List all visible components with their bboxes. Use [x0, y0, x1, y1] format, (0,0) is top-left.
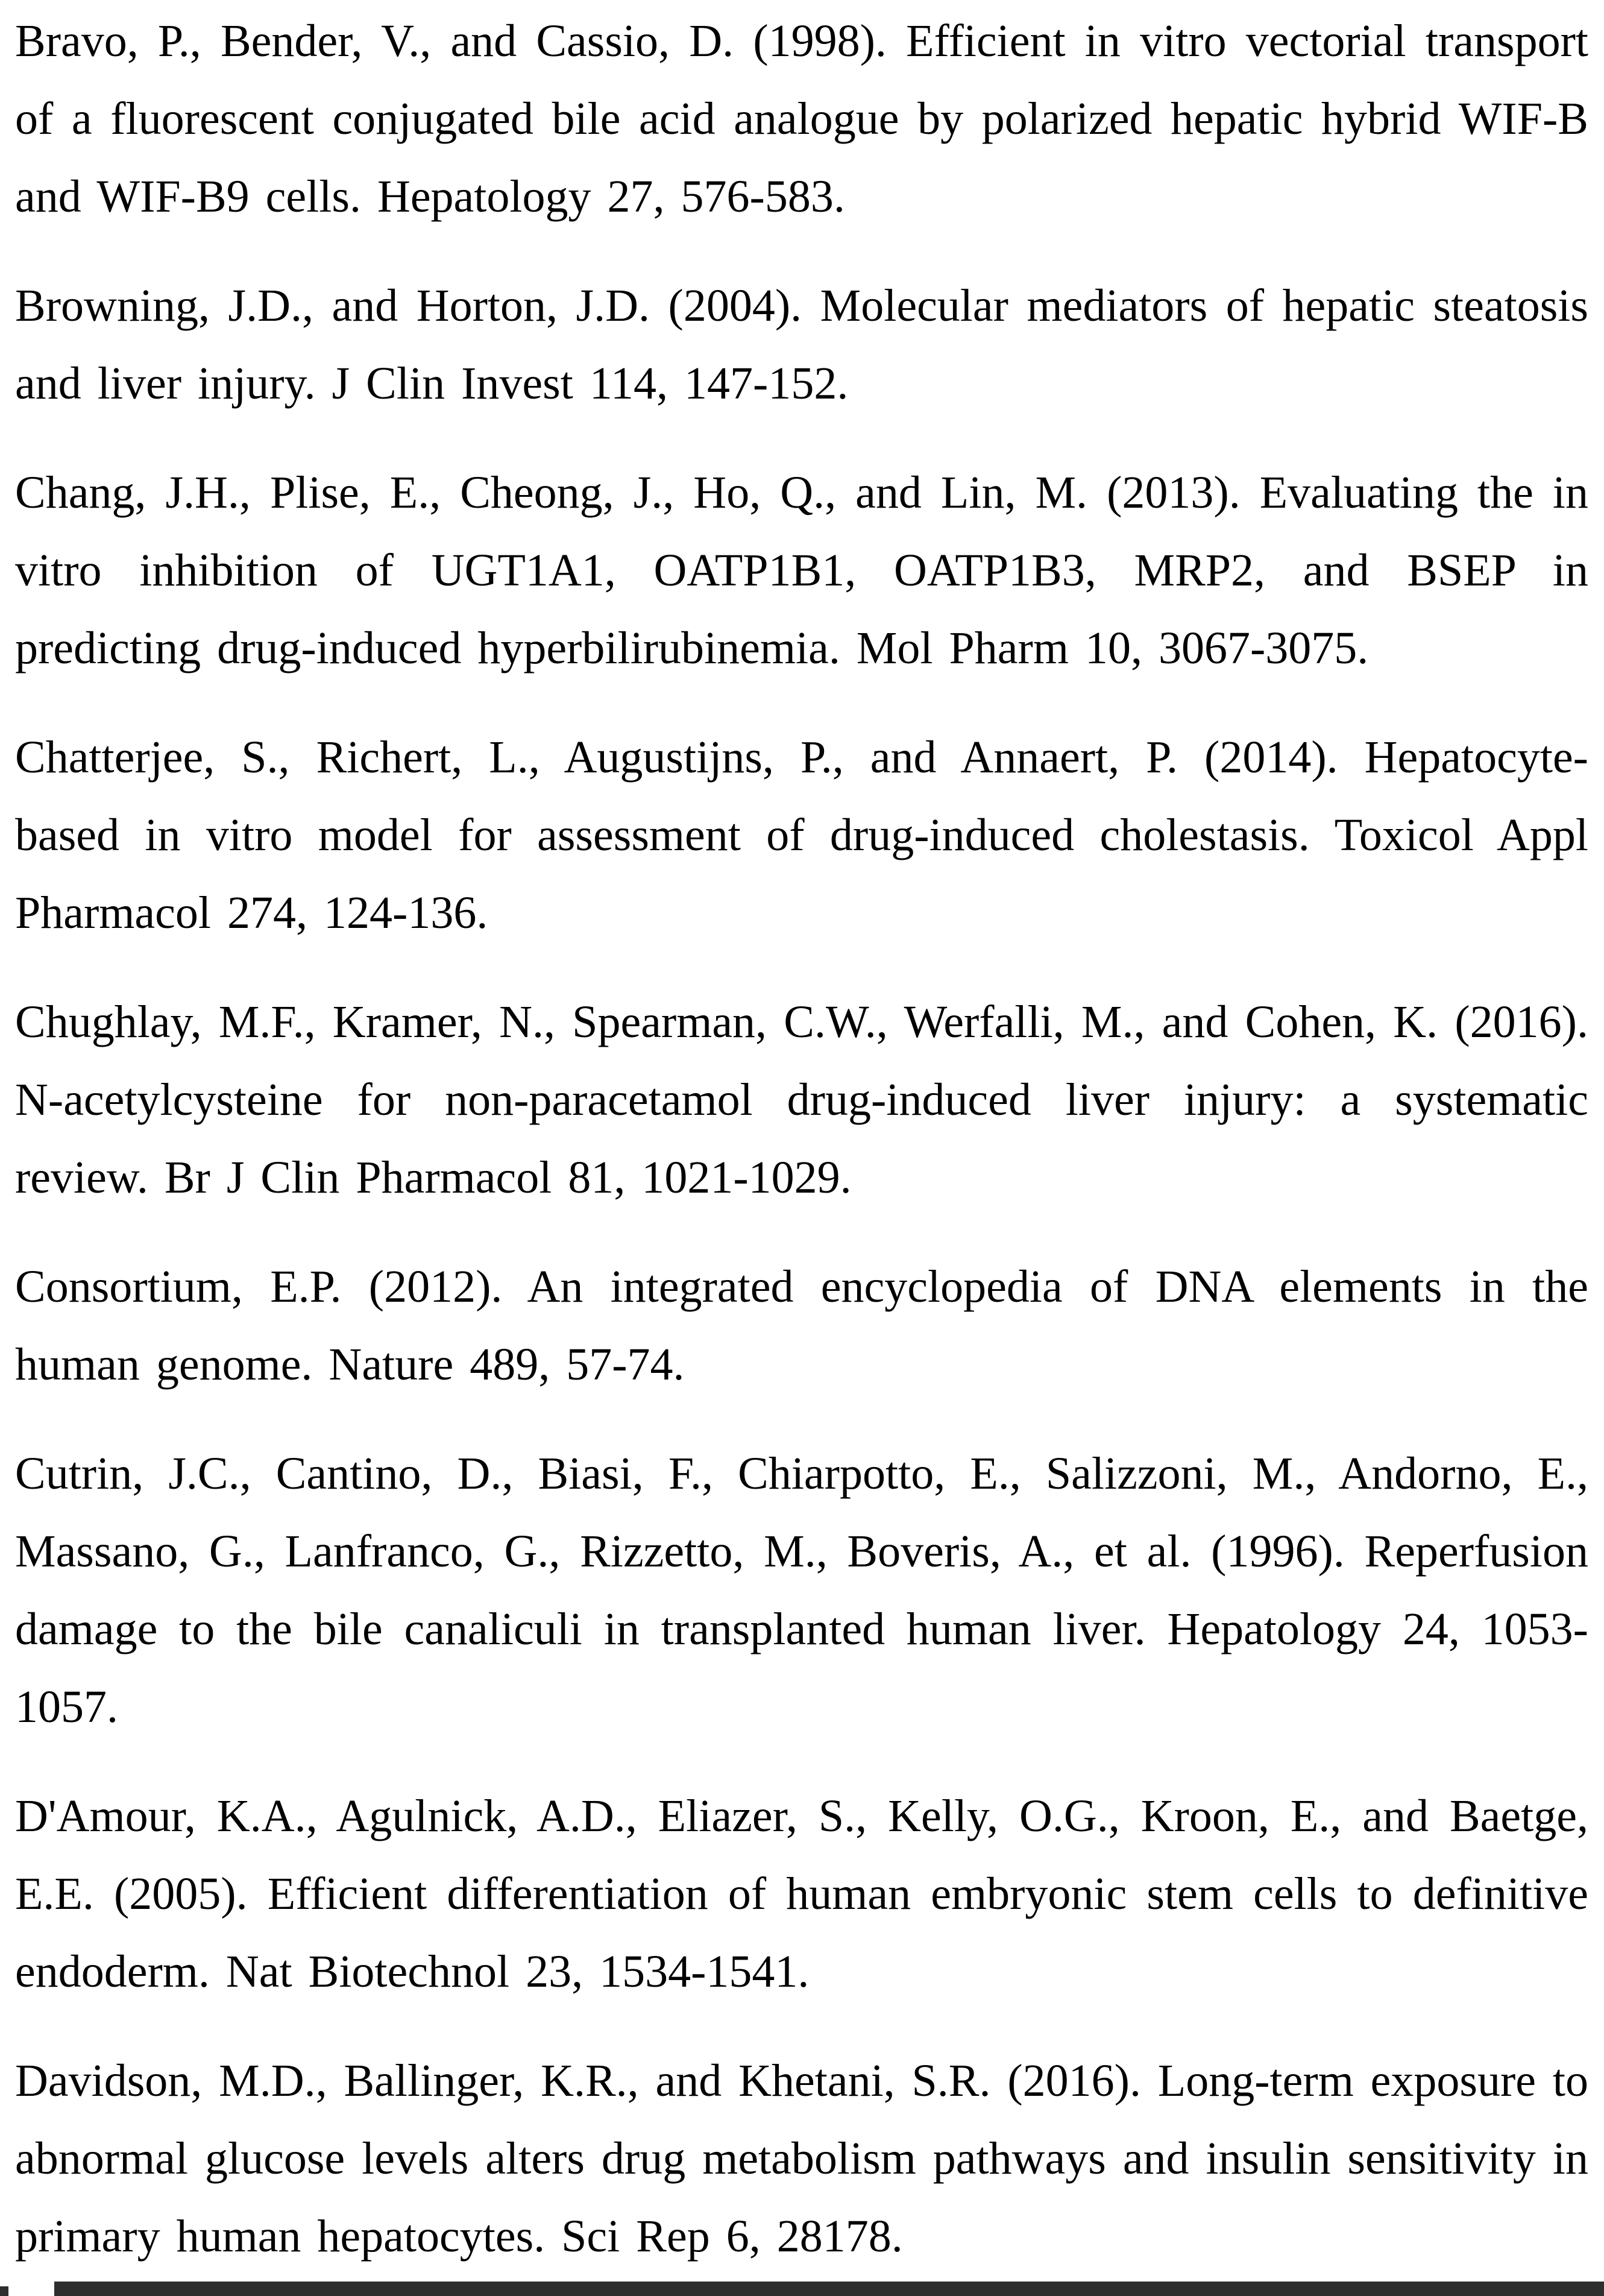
reference-item: Chatterjee, S., Richert, L., Augustijns, P., and Annaert, P. (2014). Hepatocyte-based in vitro model for assessment of drug-induced cholestasis. Toxicol Appl Pharmacol 274, 124-136.: [15, 732, 1588, 938]
reference-item: Chang, J.H., Plise, E., Cheong, J., Ho, Q., and Lin, M. (2013). Evaluating the in vitro inhibition of UGT1A1, OATP1B1, OATP1B3, MRP2, and BSEP in predicting drug-induced hyperbilirubinemia. Mol Pharm 10, 3067-3075.: [15, 467, 1588, 673]
reference-item: Chughlay, M.F., Kramer, N., Spearman, C.W., Werfalli, M., and Cohen, K. (2016). N-acetylcysteine for non-paracetamol drug-induced liver injury: a systematic review. Br J Clin Pharmacol 81, 1021-1029.: [15, 997, 1588, 1203]
bottom-corner-mark: [0, 2286, 8, 2296]
reference-item: Davidson, M.D., Ballinger, K.R., and Khetani, S.R. (2016). Long-term exposure to abnormal glucose levels alters drug metabolism pathways and insulin sensitivity in primary human hepatocytes. Sci Rep 6, 28178.: [15, 2055, 1588, 2262]
bottom-bar: [54, 2282, 1604, 2296]
reference-item: D'Amour, K.A., Agulnick, A.D., Eliazer, S., Kelly, O.G., Kroon, E., and Baetge, E.E. (2005). Efficient differentiation of human embryonic stem cells to definitive endoderm. Nat Biotechnol 23, 1534-1541.: [15, 1791, 1588, 1997]
reference-item: Cutrin, J.C., Cantino, D., Biasi, F., Chiarpotto, E., Salizzoni, M., Andorno, E., Massano, G., Lanfranco, G., Rizzetto, M., Boveris, A., et al. (1996). Reperfusion damage to the bile canaliculi in transplanted human liver. Hepatology 24, 1053-1057.: [15, 1448, 1588, 1732]
reference-item: Browning, J.D., and Horton, J.D. (2004). Molecular mediators of hepatic steatosis and liver injury. J Clin Invest 114, 147-152.: [15, 280, 1588, 409]
reference-item: Bravo, P., Bender, V., and Cassio, D. (1998). Efficient in vitro vectorial transport of a fluorescent conjugated bile acid analogue by polarized hepatic hybrid WIF-B and WIF-B9 cells. Hepatology 27, 576-583.: [15, 16, 1588, 222]
reference-item: Consortium, E.P. (2012). An integrated encyclopedia of DNA elements in the human genome. Nature 489, 57-74.: [15, 1261, 1588, 1390]
